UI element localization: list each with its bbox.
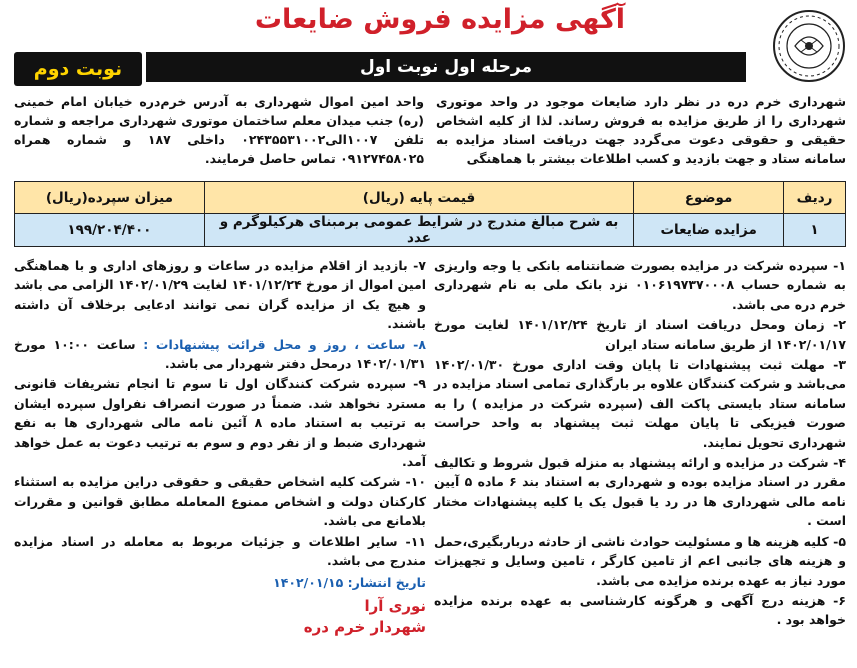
intro-left: واحد امین اموال شهرداری به آدرس خرم‌دره خیابان امام خمینی (ره) جنب میدان معلم ساختمان موتوری شهرداری مراجعه و شماره تلفن ۱۰۰۷الی۰۲۴۳۵۵۳۱۰۰۲ داخلی ۱۸۷ و شماره همراه ۰۹۱۲۷۴۵۸۰۲۵ تماس حاصل فرمایند. [14, 94, 424, 166]
condition-4: ۴- شرکت در مزایده و ارائه پیشنهاد به منزله قبول شروط و تکالیف مقرر در اسناد مزایده بوده و شهرداری به استناد بند ۶ ماده ۵ آیین نامه مالی شهرداری ها در رد یا قبول یک یا کلیه پیشنهادات مختار است . [434, 455, 846, 529]
header-row-number: ردیف [784, 182, 846, 214]
condition-11: ۱۱- سایر اطلاعات و جزئیات مربوط به معامله در اسناد مزایده مندرج می باشد. [14, 533, 426, 569]
conditions-left [14, 256, 426, 638]
municipality-seal-icon [771, 8, 847, 84]
condition-8-text: ساعت ۱۰:۰۰ مورخ ۱۴۰۲/۰۱/۳۱ درمحل دفتر شهردار می باشد. [14, 336, 426, 372]
table-row [15, 214, 846, 247]
condition-1: ۱- سپرده شرکت در مزایده بصورت ضمانتنامه بانکی یا وجه واریزی به شماره حساب ۰۱۰۶۱۹۷۳۷۰۰۰۸ نزد بانک ملی به نام شهرداری خرم دره می باشد. [434, 258, 846, 312]
signer-block [14, 596, 426, 638]
condition-8-label: ۸- ساعت ، روز و محل قرائت پیشنهادات : [143, 336, 427, 352]
table-header-row [15, 182, 846, 214]
signer-name: نوری آرا [364, 596, 426, 615]
intro-text [14, 92, 846, 172]
conditions [14, 256, 846, 656]
condition-9: ۹- سپرده شرکت کنندگان اول تا سوم تا انجام تشریفات قانونی مسترد نخواهد شد. ضمناً در صورت انصراف نفراول سپرده ایشان به ترتیب به استناد ماده ۸ آئین نامه مالی شهرداری ها به نفع شهرداری ضبط و از نفر دوم و سوم به ترتیب دعوت به عمل خواهد آمد. [14, 376, 426, 470]
condition-10: ۱۰- شرکت کلیه اشخاص حقیقی و حقوقی دراین مزایده به استثناء کارکنان دولت و اشخاص ممنوع المعامله مطابق قوانین و مقررات بلامانع می باشد. [14, 474, 426, 529]
notice-title: آگهی مزایده فروش ضایعات [254, 4, 626, 35]
auction-table [14, 181, 846, 247]
cell-base-price: به شرح مبالغ مندرج در شرایط عمومی برمبنای هرکیلوگرم و عدد [204, 214, 633, 247]
condition-7: ۷- بازدید از اقلام مزایده در ساعات و روزهای اداری و با هماهنگی امین اموال از مورخ ۱۴۰۱/۱۲/۲۴ لغایت ۱۴۰۲/۰۱/۲۹ الزامی می باشد و هیچ یک از مزایده گران نمی توانند ادعایی برخلاف آن داشته باشند. [14, 258, 426, 332]
cell-deposit: ۱۹۹/۲۰۴/۴۰۰ [15, 214, 205, 247]
condition-5: ۵- کلیه هزینه ها و مسئولیت حوادث ناشی از حادثه درباربگیری،حمل و هزینه های جانبی اعم از تامین کارگر ، تامین وسایل و تجهیزات مورد نیاز به عهده برنده مزایده می باشد. [434, 533, 846, 588]
turn-badge: نوبت دوم [14, 52, 142, 86]
condition-6: ۶- هزینه درج آگهی و هرگونه کارشناسی به عهده برنده مزایده خواهد بود . [434, 592, 846, 628]
condition-8 [14, 335, 426, 374]
cell-row-number: ۱ [784, 214, 846, 247]
condition-2: ۲- زمان ومحل دریافت اسناد از تاریخ ۱۴۰۱/۱۲/۲۴ لغایت مورخ ۱۴۰۲/۰۱/۱۷ از طریق سامانه ستاد ایران [434, 317, 847, 352]
intro-right: شهرداری خرم دره در نظر دارد ضایعات موجود در واحد موتوری شهرداری را از طریق مزایده به فروش رساند. لذا از کلیه اشخاص حقیقی و حقوقی دعوت می‌گردد جهت دریافت اسناد مزایده به سامانه ستاد و جهت بازدید و کسب اطلاعات بیشتر با هماهنگی [436, 94, 846, 166]
header-base-price: قیمت پایه (ریال) [204, 182, 633, 214]
conditions-right [434, 256, 846, 631]
publication-date: تاریخ انتشار: ۱۴۰۲/۰۱/۱۵ [273, 574, 426, 590]
cell-subject: مزایده ضایعات [634, 214, 784, 247]
condition-3: ۳- مهلت ثبت پیشنهادات تا پایان وقت اداری مورخ ۱۴۰۲/۰۱/۳۰ می‌باشد و شرکت کنندگان علاوه بر بارگذاری تمامی اسناد مزایده در سامانه ستاد بایستی پاکت الف (سپرده شرکت در مزایده ) را به صورت فیزیکی تا پایان مهلت ثبت پیشنهاد به واحد حراست شهرداری تحویل نمایند. [434, 357, 846, 450]
subtitle-bar: مرحله اول نوبت اول [146, 52, 746, 82]
header-deposit: میزان سپرده(ریال) [15, 182, 205, 214]
signer-role: شهردار خرم دره [303, 617, 426, 636]
header-subject: موضوع [634, 182, 784, 214]
